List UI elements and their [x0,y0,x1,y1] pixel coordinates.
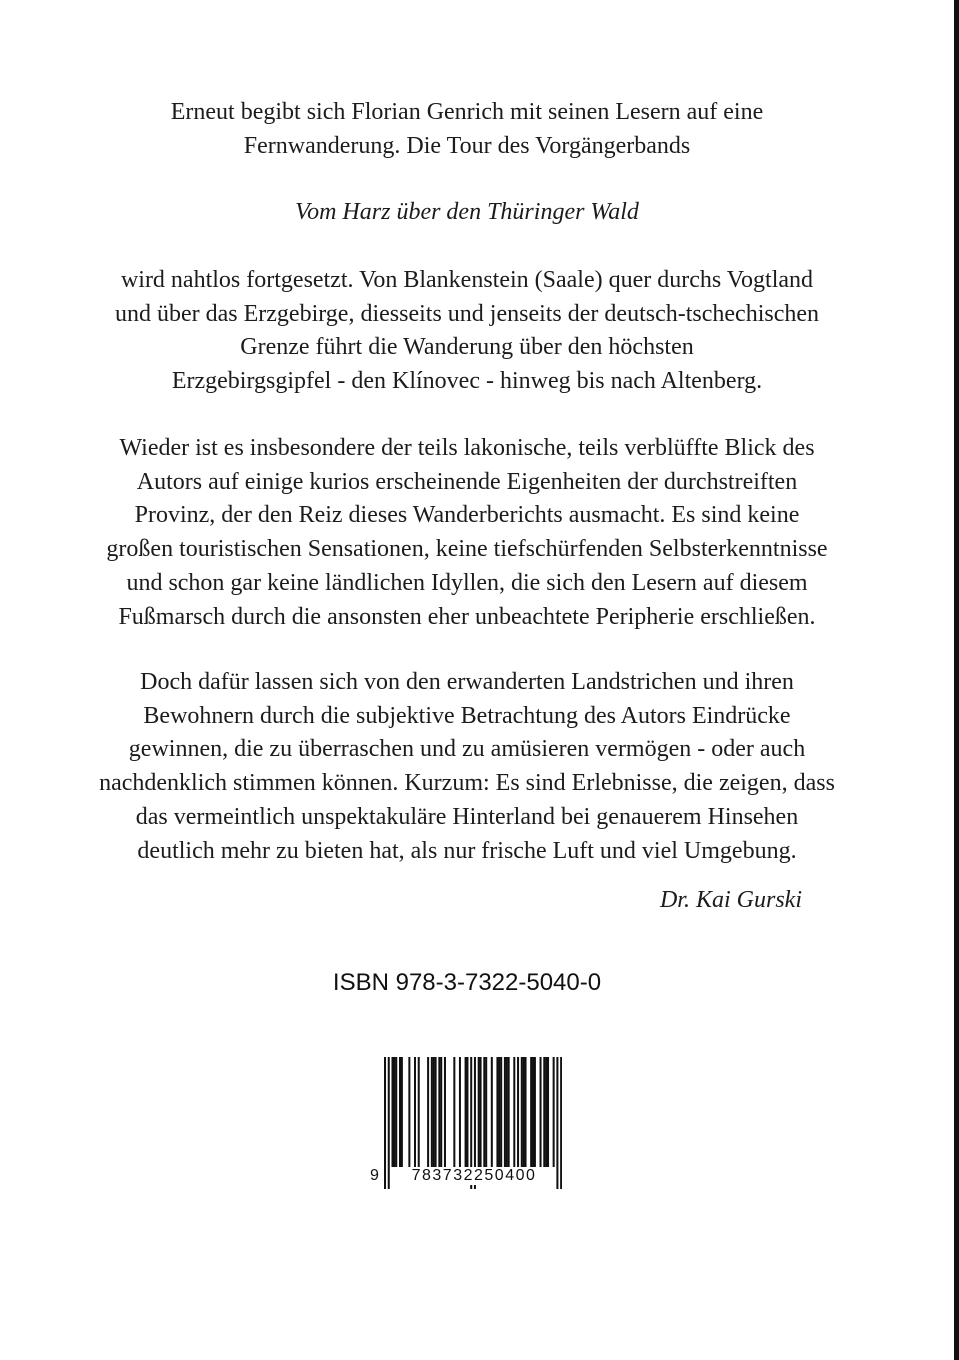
barcode-bar [545,1057,547,1167]
barcode-bar [433,1057,435,1167]
paragraph-line: nachdenklich stimmen können. Kurzum: Es sind Erlebnisse, die zeigen, dass [99,770,835,797]
barcode-bar [508,1057,510,1167]
barcode-bar [393,1057,395,1167]
paragraph-line: Bewohnern durch die subjektive Betrachtung des Autors Eindrücke [143,702,791,729]
blurb-intro [0,96,934,163]
barcode-bar [453,1057,455,1167]
barcode-bar [496,1057,498,1167]
barcode-bar [483,1057,485,1167]
barcode-bar [438,1057,440,1167]
barcode-bar [547,1057,549,1167]
barcode-bar [384,1057,386,1189]
barcode-bar [540,1057,542,1167]
barcode-bar [391,1057,393,1167]
intro-line: Fernwanderung. Die Tour des Vorgängerbands [243,132,691,159]
paragraph-line: Fußmarsch durch die ansonsten eher unbeachtete Peripherie erschließen. [118,603,816,630]
barcode-bar [414,1057,416,1167]
barcode-bar [395,1057,397,1167]
barcode-bar [521,1057,523,1167]
paragraph-line: großen touristischen Sensationen, keine tiefschürfenden Selbsterkenntnisse [106,536,828,563]
barcode-bar [504,1057,506,1167]
paragraph-line: deutlich mehr zu bieten hat, als nur frische Luft und viel Umgebung. [137,837,797,864]
barcode-bar [440,1057,442,1167]
barcode-bar [513,1057,515,1167]
isbn-barcode [370,1051,560,1195]
barcode-bar [553,1057,555,1167]
barcode-bar [418,1057,420,1167]
barcode-bar [560,1057,562,1189]
barcode-bar [435,1057,437,1167]
barcode-bar [517,1057,519,1167]
paragraph-line: Doch dafür lassen sich von den erwanderten Landstrichen und ihren [140,669,794,695]
previous-volume-title-text: Vom Harz über den Thüringer Wald [295,199,639,225]
paragraph-line: Wieder ist es insbesondere der teils lakonische, teils verblüffte Blick des [119,435,815,461]
paragraph-line: gewinnen, die zu überraschen und zu amüsieren vermögen - oder auch [128,736,806,763]
barcode-bar [525,1057,527,1167]
paragraph-line: und über das Erzgebirge, diesseits und jenseits der deutsch-tschechischen [114,300,819,327]
barcode-bar [530,1057,532,1167]
paragraph-line: wird nahtlos fortgesetzt. Von Blankenstein (Saale) quer durchs Vogtland [120,267,814,293]
barcode-bar [408,1057,410,1167]
barcode-bar [399,1057,401,1167]
author-signature: Dr. Kai Gurski [659,887,802,913]
barcode-bar [532,1057,534,1167]
barcode-lead-digit: 9 [370,1167,379,1184]
barcode-bar [466,1057,468,1167]
paragraph-line: Grenze führt die Wanderung über den höchsten [240,334,694,361]
intro-line: Erneut begibt sich Florian Genrich mit seinen Lesern auf eine [170,99,764,125]
paragraph-line: Provinz, der den Reiz dieses Wanderberichts ausmacht. Es sind keine [134,502,800,529]
barcode-digits: 783732250400 [394,1167,554,1185]
barcode-bar [543,1057,545,1167]
barcode-bar [556,1057,558,1189]
barcode-bar [401,1057,403,1167]
barcode-bar [485,1057,487,1167]
paragraph-line: das vermeintlich unspektakuläre Hinterland bei genauerem Hinsehen [135,803,799,830]
isbn-label: ISBN 978-3-7322-5040-0 [332,969,602,996]
blurb-paragraph-2 [0,432,934,634]
barcode-bar [431,1057,433,1167]
barcode-bar [491,1057,493,1167]
barcode-bar [444,1057,446,1167]
paragraph-line: Autors auf einige kurios erscheinende Eigenheiten der durchstreiften [136,468,798,495]
barcode-bar [506,1057,508,1167]
blurb-paragraph-3 [0,666,934,868]
page-edge-border [954,0,959,1360]
barcode-bar [498,1057,500,1167]
barcode-bar [478,1057,480,1167]
barcode-bar [465,1057,467,1167]
barcode-bar [388,1057,390,1189]
paragraph-line: und schon gar keine ländlichen Idyllen, die sich den Lesern auf diesem [126,569,808,596]
paragraph-line: Erzgebirgsgipfel - den Klínovec - hinweg bis nach Altenberg. [171,368,763,395]
blurb-paragraph-1 [0,264,934,399]
barcode-bar [480,1057,482,1167]
barcode-bar [459,1057,461,1167]
barcode-bar [500,1057,502,1167]
previous-volume-title [0,196,934,230]
barcode-bar [523,1057,525,1167]
barcode-bar [427,1057,429,1167]
barcode-bar [534,1057,536,1167]
